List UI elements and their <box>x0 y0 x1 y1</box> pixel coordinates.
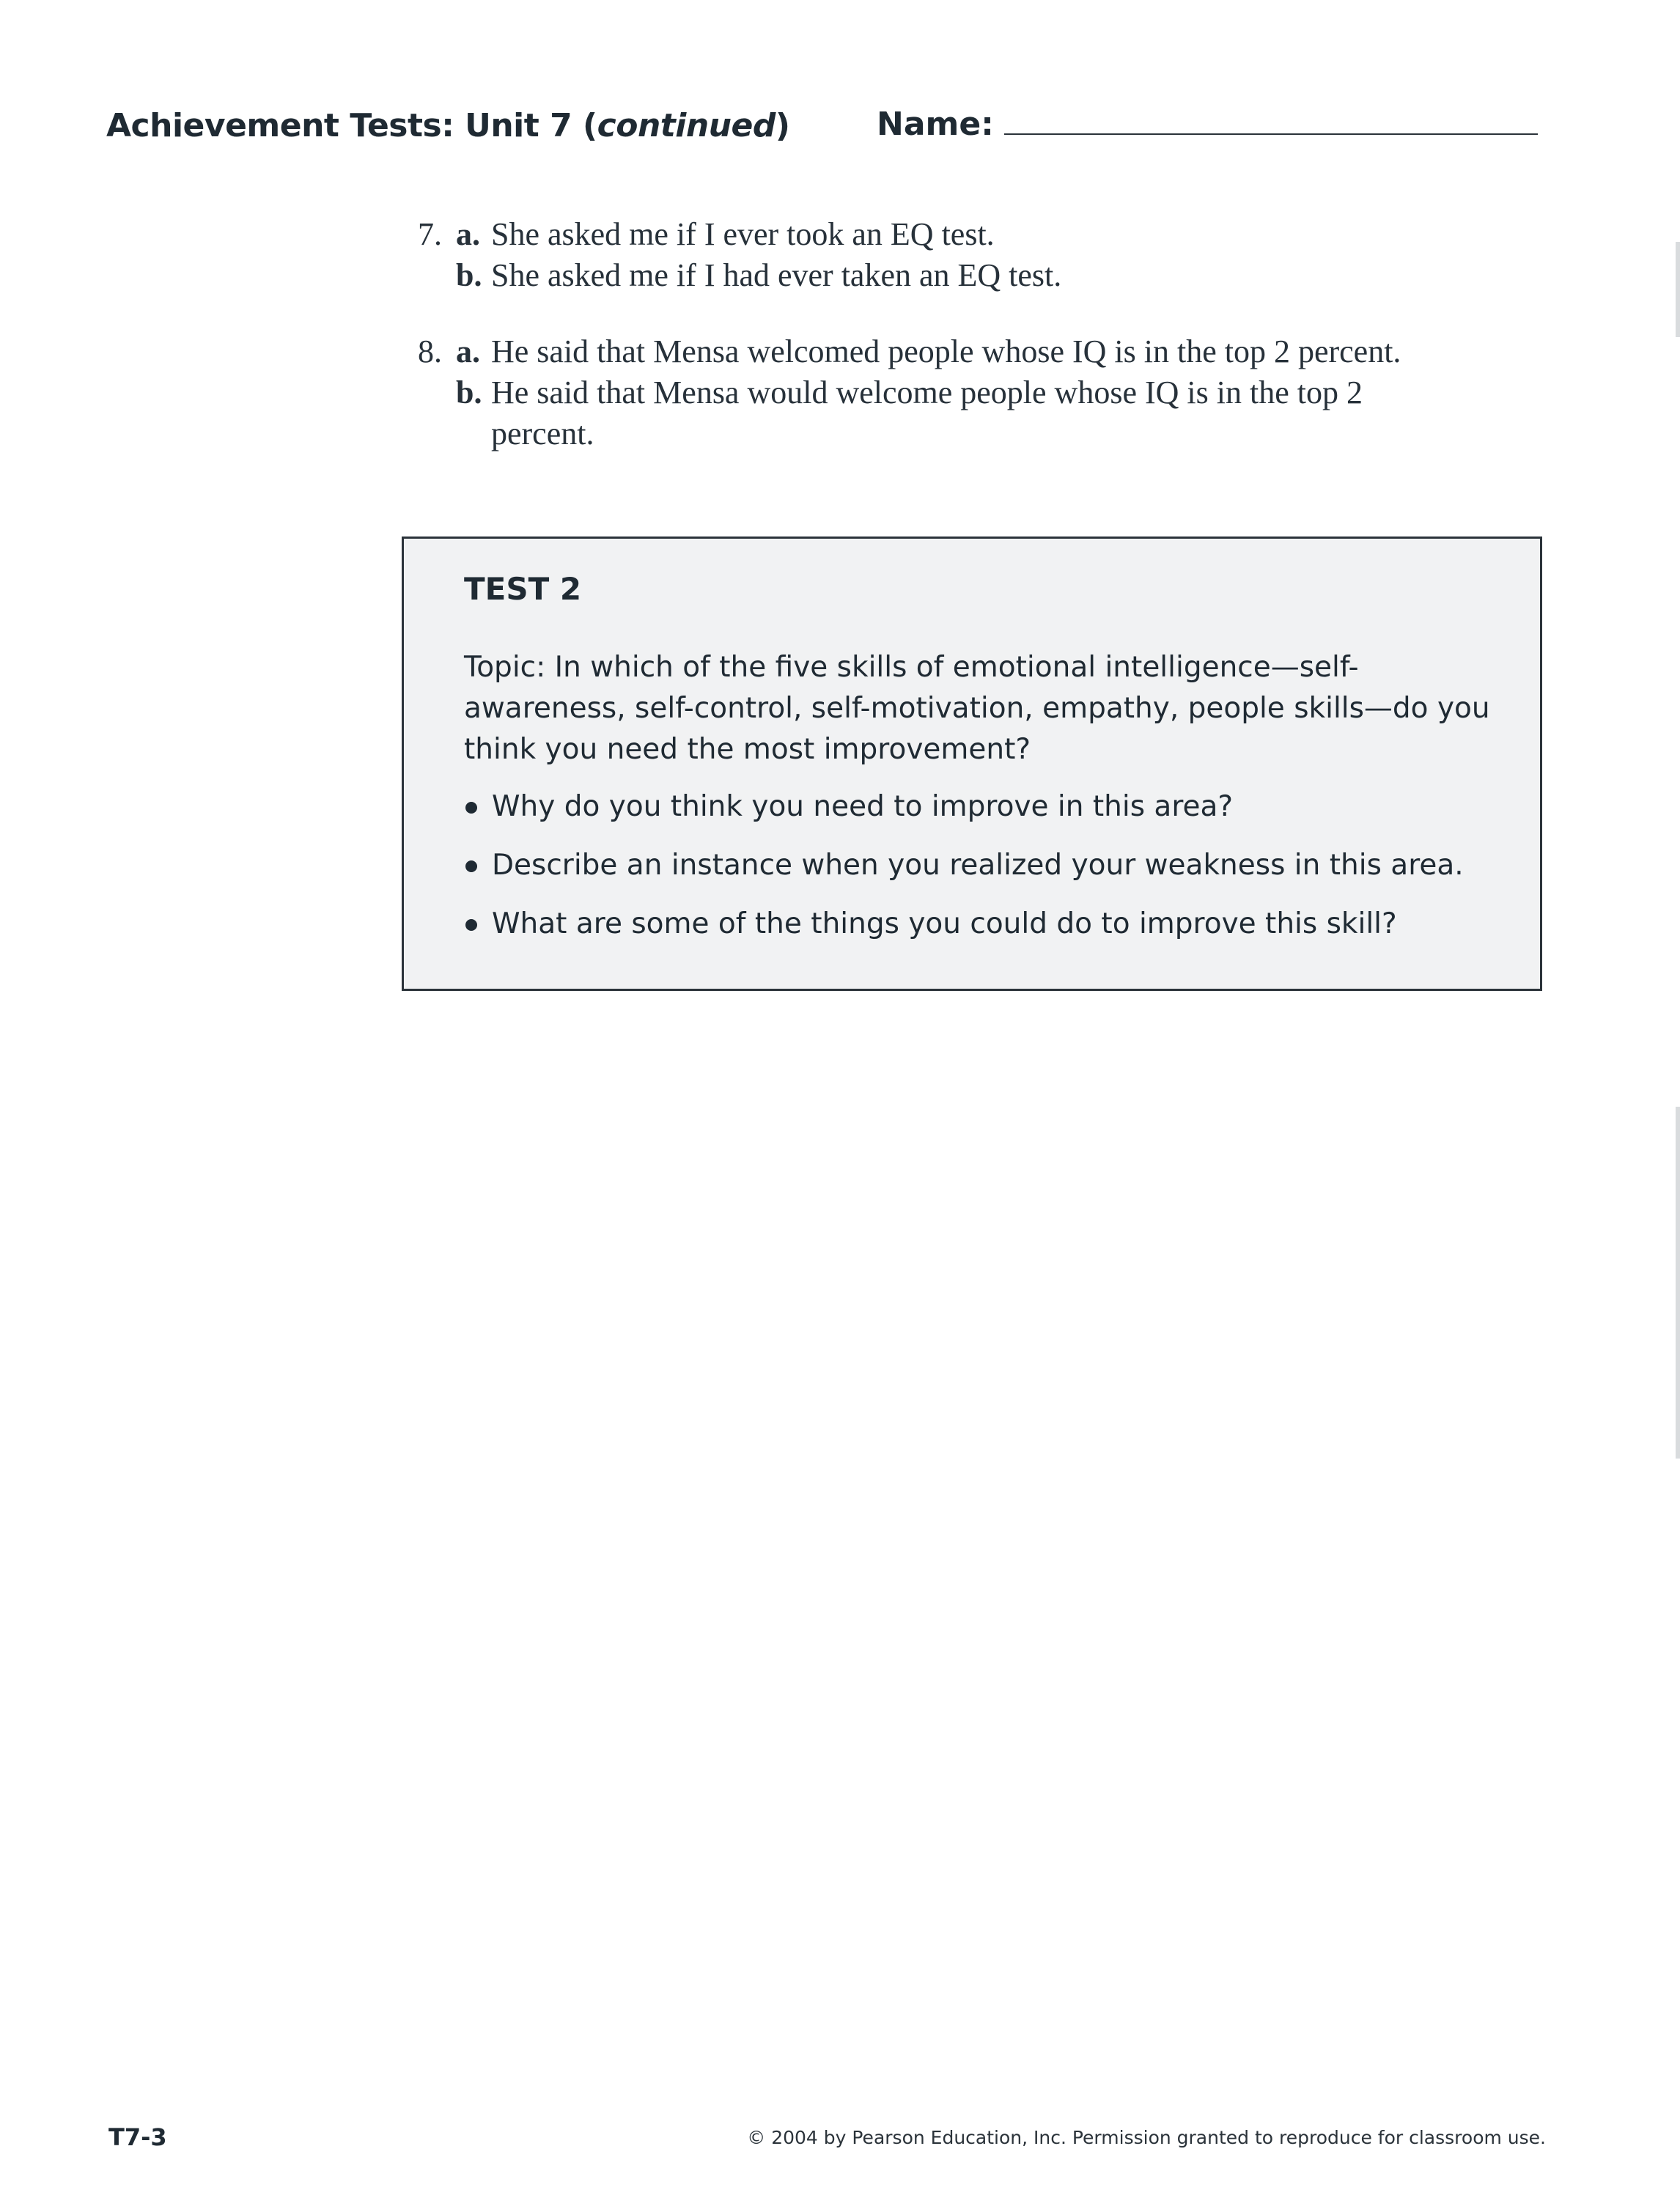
scan-edge-shadow <box>1676 242 1680 337</box>
question-list <box>418 214 1561 490</box>
option-letter: a. <box>456 333 480 369</box>
question-7-option-b <box>418 255 1561 296</box>
page-number: T7-3 <box>108 2123 167 2151</box>
list-item <box>464 904 1505 962</box>
page-header-title <box>106 107 790 144</box>
header-title-main: Achievement Tests: Unit 7 ( <box>106 107 597 144</box>
test-2-title: TEST 2 <box>464 571 582 607</box>
option-letter: b. <box>456 375 482 410</box>
name-label: Name: <box>877 106 994 143</box>
test-2-box <box>402 537 1542 991</box>
name-field-line[interactable] <box>1004 133 1538 135</box>
list-item <box>464 786 1505 845</box>
option-text: He said that Mensa welcomed people whose IQ is in the top 2 percent. <box>491 333 1401 369</box>
question-8-option-a <box>418 331 1561 372</box>
question-7-option-a <box>418 214 1561 255</box>
header-title-continued: continued <box>597 107 775 144</box>
bullet-text: What are some of the things you could do to improve this skill? <box>492 907 1397 940</box>
question-number: 7. <box>418 216 442 252</box>
bullet-text: Why do you think you need to improve in this area? <box>492 790 1234 823</box>
bullet-icon <box>465 802 477 814</box>
bullet-text: Describe an instance when you realized your weakness in this area. <box>492 849 1464 882</box>
option-letter: b. <box>456 257 482 293</box>
list-item <box>464 845 1505 904</box>
option-letter: a. <box>456 216 480 252</box>
question-8 <box>418 331 1561 454</box>
option-text: She asked me if I had ever taken an EQ test. <box>491 257 1062 293</box>
bullet-icon <box>465 919 477 931</box>
scan-edge-shadow <box>1676 1107 1680 1459</box>
bullet-icon <box>465 860 477 872</box>
copyright-notice: © 2004 by Pearson Education, Inc. Permission granted to reproduce for classroom use. <box>747 2127 1546 2148</box>
question-number: 8. <box>418 333 442 369</box>
test-2-bullet-list <box>464 786 1505 962</box>
question-7 <box>418 214 1561 296</box>
header-title-close: ) <box>775 107 790 144</box>
option-text: He said that Mensa would welcome people whose IQ is in the top 2 percent. <box>491 375 1363 451</box>
option-text: She asked me if I ever took an EQ test. <box>491 216 995 252</box>
test-2-topic: Topic: In which of the five skills of emotional intelligence—self-awareness, self-control, self-motivation, empathy, people skills—do you think you need the most improvement? <box>464 651 1490 766</box>
question-8-option-b <box>418 372 1561 454</box>
